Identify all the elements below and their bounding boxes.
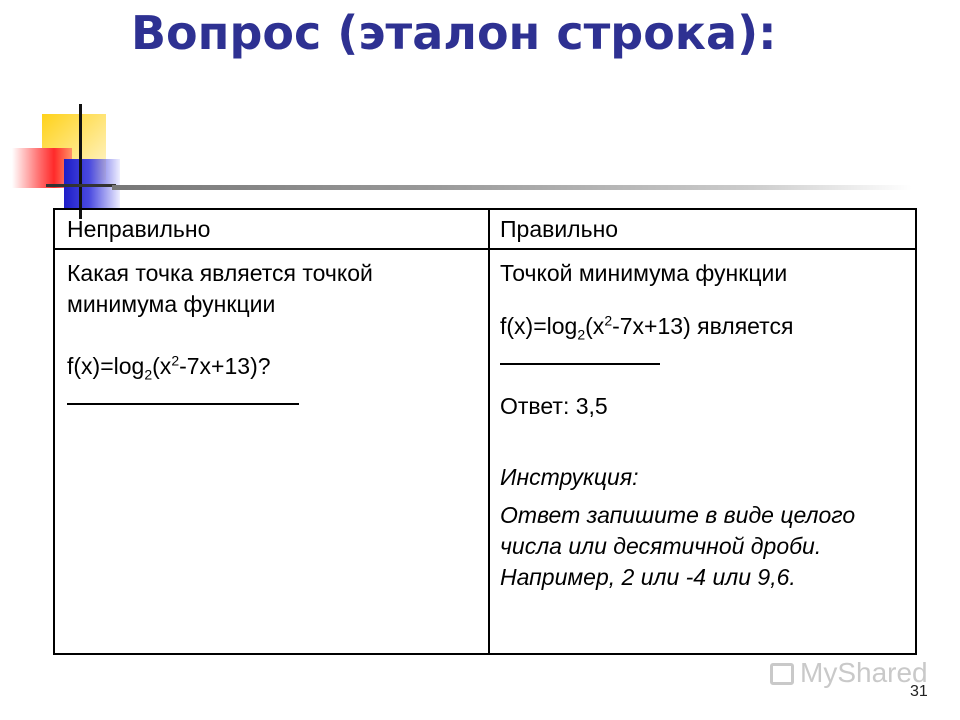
formula-mid: (x <box>585 313 605 339</box>
question-line-2: минимума функции <box>67 291 276 317</box>
title-underline-bar <box>112 185 912 190</box>
question-line-1: Какая точка является точкой <box>67 260 373 286</box>
question-formula <box>67 351 477 382</box>
instruction-line-3: Например, 2 или -4 или 9,6. <box>500 564 796 590</box>
formula-subscript: 2 <box>577 326 586 343</box>
formula-subscript: 2 <box>144 366 153 383</box>
incorrect-cell <box>67 258 477 413</box>
formula-prefix: f(x)=log <box>67 353 145 379</box>
formula-suffix: -7x+13)? <box>179 353 271 379</box>
formula-mid: (x <box>152 353 172 379</box>
horizontal-line <box>46 184 116 187</box>
blank-underline <box>500 347 660 365</box>
formula-suffix: -7x+13) является <box>612 313 794 339</box>
formula-prefix: f(x)=log <box>500 313 578 339</box>
decorative-squares <box>0 96 960 226</box>
answer-blank-line <box>67 382 477 413</box>
watermark-logo-icon <box>770 663 794 685</box>
blank-underline <box>67 387 299 405</box>
header-incorrect: Неправильно <box>67 216 211 242</box>
formula-superscript: 2 <box>171 352 180 369</box>
comparison-table <box>53 208 917 655</box>
page-number: 31 <box>910 683 928 700</box>
instruction-label: Инструкция: <box>500 464 639 490</box>
slide-title: Вопрос (эталон строка): <box>131 6 777 60</box>
answer-text: Ответ: 3,5 <box>500 393 608 419</box>
instruction-line-2: числа или десятичной дроби. <box>500 533 822 559</box>
watermark-text: MyShared <box>800 657 928 688</box>
correct-cell <box>500 258 910 593</box>
correct-formula <box>500 311 910 342</box>
watermark <box>770 657 928 689</box>
red-square <box>12 148 72 188</box>
table-header-divider <box>55 248 915 250</box>
instruction-line-1: Ответ запишите в виде целого <box>500 502 856 528</box>
header-correct: Правильно <box>500 216 619 242</box>
answer-blank-line <box>500 342 910 373</box>
table-column-divider <box>488 210 490 653</box>
vertical-line <box>79 104 82 219</box>
correct-line-1: Точкой минимума функции <box>500 260 788 286</box>
formula-superscript: 2 <box>604 312 613 329</box>
